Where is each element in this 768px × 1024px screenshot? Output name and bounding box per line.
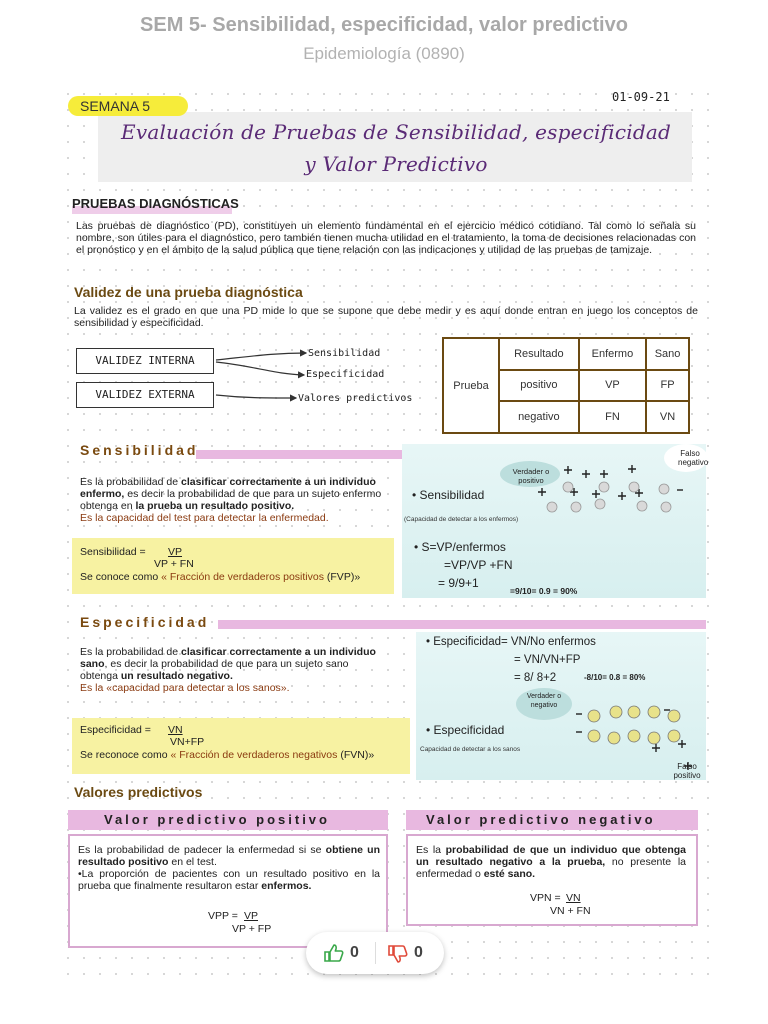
sensibilidad-heading: Sensibilidad	[80, 442, 199, 458]
fvn-text: Se reconoce como	[80, 749, 171, 761]
table-cell: VP	[579, 370, 646, 402]
validez-heading: Validez de una prueba diagnóstica	[74, 284, 303, 300]
table-cell: positivo	[499, 370, 579, 402]
verdadero-negativo-label: Verdader o negativo	[526, 693, 562, 709]
pruebas-heading: PRUEBAS DIAGNÓSTICAS	[72, 196, 239, 211]
especificidad-slide-line-3: = 8/ 8+2	[514, 672, 557, 684]
especificidad-definition	[80, 646, 386, 694]
vpn-bold: esté sano.	[483, 868, 536, 880]
vpn-formula-num: VN	[566, 892, 581, 904]
contingency-table	[442, 337, 690, 434]
validez-externa-box: VALIDEZ EXTERNA	[76, 382, 214, 408]
vpn-bold: probabilidad de que un individuo que obtenga un resultado negativo a la prueba,	[416, 844, 686, 868]
vpn-definition	[416, 844, 686, 880]
sensibilidad-slide-capacidad: (Capacidad de detectar a los enfermos)	[404, 516, 519, 523]
sensibilidad-slide-line-3: = 9/9+1	[438, 576, 479, 590]
table-header-cell: Enfermo	[579, 338, 646, 370]
vpn-formula-label: VPN =	[530, 892, 561, 904]
sensibilidad-formula-label: Sensibilidad =	[80, 546, 146, 558]
smiley-faces	[547, 482, 671, 512]
table-cell: VN	[646, 401, 689, 433]
table-header-cell: Resultado	[499, 338, 579, 370]
definition-accent: Es la capacidad del test para detectar la enfermedad.	[80, 512, 329, 524]
document-course: Epidemiología (0890)	[303, 44, 465, 63]
definition-text: Es la probabilidad de	[80, 476, 181, 488]
falso-positivo-label: Falso positivo	[673, 762, 701, 780]
week-badge: SEMANA 5	[68, 96, 188, 116]
sensibilidad-slide-line-2: =VP/VP +FN	[444, 558, 513, 572]
vpp-text: •La proporción de pacientes con un resultado positivo en la prueba que finalmente resultaron estar	[78, 868, 380, 892]
fvp-text: Se conoce como	[80, 571, 162, 583]
vpp-title: Valor predictivo positivo	[104, 812, 330, 827]
arrow-to-especificidad	[216, 362, 304, 375]
vpn-formula-den: VN + FN	[550, 905, 591, 917]
thumbs-down-icon	[388, 945, 408, 963]
fvn-accent: « Fracción de verdaderos negativos	[170, 749, 338, 761]
target-especificidad: Especificidad	[306, 369, 385, 380]
vpp-formula-num: VP	[244, 910, 259, 922]
table-row	[443, 338, 689, 370]
especificidad-formula-label: Especificidad =	[80, 724, 151, 736]
downvote-count: 0	[414, 944, 423, 961]
heading-band	[196, 450, 402, 459]
document-header	[0, 0, 768, 80]
downvote-button[interactable]	[376, 932, 444, 974]
especificidad-formula-num: VN	[168, 724, 183, 736]
smiley-faces	[588, 706, 680, 744]
vpp-formula-den: VP + FP	[232, 923, 272, 935]
especificidad-formula-den: VN+FP	[170, 736, 205, 748]
sensibilidad-formula-num: VP	[168, 546, 183, 558]
definition-text: , es decir la probabilidad de que para un sujeto sano obtenga	[80, 658, 349, 682]
especificidad-slide-line-2: = VN/VN+FP	[514, 654, 581, 666]
sheet-title	[100, 116, 692, 180]
target-sensibilidad: Sensibilidad	[308, 348, 381, 359]
vpp-bold: obtiene un resultado positivo	[78, 844, 380, 868]
vpn-title: Valor predictivo negativo	[426, 812, 656, 827]
definition-accent: Es la «capacidad para detectar a los sanos».	[80, 682, 290, 694]
arrow-to-sensibilidad	[216, 353, 306, 360]
sheet-title-line-1: Evaluación de Pruebas de Sensibilidad, especificidad	[121, 120, 671, 144]
target-valores-predictivos: Valores predictivos	[298, 393, 413, 404]
verdadero-positivo-label: Verdader o positivo	[512, 467, 550, 485]
vpp-text: Es la probabilidad de padecer la enfermedad si se	[78, 844, 326, 856]
vpn-text: no presente la enfermedad o	[416, 856, 686, 880]
heading-band	[218, 620, 706, 629]
definition-bold: clasificar correctamente a un individuo sano	[80, 646, 376, 670]
vpn-text: Es la	[416, 844, 446, 856]
sheet-title-line-2: y Valor Predictivo	[304, 152, 488, 176]
definition-text: Es la probabilidad de	[80, 646, 181, 658]
sensibilidad-fvp	[80, 571, 360, 583]
table-cell: FP	[646, 370, 689, 402]
sheet-date: 01-09-21	[612, 90, 670, 104]
table-cell: negativo	[499, 401, 579, 433]
sensibilidad-slide-line-1: • S=VP/enfermos	[414, 540, 506, 554]
thumbs-up-icon	[324, 944, 344, 962]
definition-bold: la prueba un resultado positivo.	[135, 500, 295, 512]
vpp-text: en el test.	[168, 856, 217, 868]
especificidad-slide-line-1: • Especificidad= VN/No enfermos	[426, 636, 596, 648]
fvn-text: (FVN)»	[337, 749, 375, 761]
pruebas-paragraph: Las pruebas de diagnóstico (PD), constituyen un elemento fundamental en el ejercicio médico cotidiano. Tal como lo señala su nombre, son útiles para el diagnóstico, pero también tienen mucha utilidad en el tratamiento, la toma de decisiones relacionadas con el pronóstico y en el ámbito de la salud pública que tiene relación con las indicaciones y utilidad de las pruebas de tamizaje.	[76, 220, 696, 256]
especificidad-fvn	[80, 749, 374, 761]
definition-bold: un resultado negativo.	[120, 670, 233, 682]
especificidad-slide-bullet: • Especificidad	[426, 723, 505, 737]
fvp-text: (FVP)»	[323, 571, 361, 583]
upvote-count: 0	[350, 944, 359, 961]
arrow-to-valores	[216, 395, 296, 398]
table-header-cell: Sano	[646, 338, 689, 370]
validez-paragraph: La validez es el grado en que una PD mide lo que se supone que debe medir y es aquí donde entran en juego los conceptos de sensibilidad y especificidad.	[74, 305, 698, 329]
table-row-label: Prueba	[443, 338, 499, 433]
sensibilidad-formula-den: VP + FN	[154, 558, 194, 570]
vote-widget	[306, 932, 444, 974]
vpp-formula-label: VPP =	[208, 910, 238, 922]
vpp-bold: enfermos.	[261, 880, 312, 892]
valores-heading: Valores predictivos	[74, 784, 203, 800]
fvp-accent: « Fracción de verdaderos positivos	[161, 571, 324, 583]
definition-text: es decir la probabilidad de que para un sujeto enfermo obtenga en	[80, 488, 382, 512]
especificidad-slide-result: -8/10= 0.8 = 80%	[584, 673, 646, 682]
document-title: SEM 5- Sensibilidad, especificidad, valor predictivo	[140, 14, 628, 36]
sensibilidad-slide-result: =9/10= 0.9 = 90%	[510, 586, 578, 596]
sensibilidad-definition	[80, 476, 386, 524]
vpp-definition	[78, 844, 380, 892]
definition-bold: clasificar correctamente a un individuo enfermo,	[80, 476, 376, 500]
falso-negativo-label: Falso negativo	[678, 449, 709, 467]
upvote-button[interactable]	[306, 932, 374, 974]
table-cell: FN	[579, 401, 646, 433]
sensibilidad-slide-bullet: • Sensibilidad	[412, 488, 485, 502]
validez-interna-box: VALIDEZ INTERNA	[76, 348, 214, 374]
especificidad-slide-capacidad: Capacidad de detectar a los sanos	[420, 746, 521, 753]
especificidad-heading: Especificidad	[80, 614, 210, 630]
